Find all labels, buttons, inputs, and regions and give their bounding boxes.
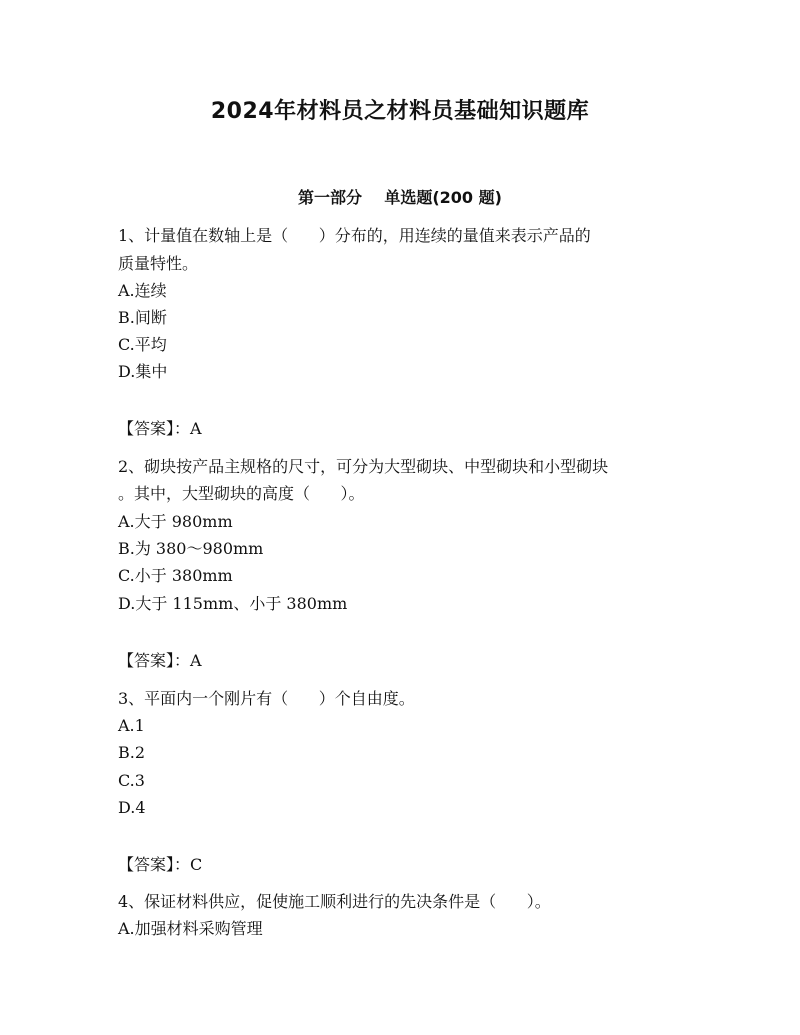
question-4-stem-line-1: 4、保证材料供应，促使施工顺利进行的先决条件是（ ）。 <box>118 892 551 911</box>
question-1-option-a: A.连续 <box>118 281 167 300</box>
question-3-option-a: A.1 <box>118 716 145 735</box>
question-1-option-b: B.间断 <box>118 308 167 327</box>
question-3-option-c: C.3 <box>118 771 145 790</box>
question-3-option-b: B.2 <box>118 743 146 762</box>
question-3-answer <box>118 852 202 875</box>
section-heading: 第一部分 单选题(200 题) <box>298 188 502 207</box>
question-1-option-d: D.集中 <box>118 362 168 381</box>
question-2-option-c: C.小于 380mm <box>118 566 233 585</box>
question-2-stem-line-2: 。其中，大型砌块的高度（ ）。 <box>118 484 365 503</box>
question-2-stem-line-1: 2、砌块按产品主规格的尺寸，可分为大型砌块、中型砌块和小型砌块 <box>118 457 609 476</box>
question-2-answer <box>118 648 202 671</box>
question-1-stem-line-2: 质量特性。 <box>118 254 199 273</box>
answer-value: C <box>190 855 203 874</box>
answer-prefix: 【答案】： <box>118 419 191 438</box>
question-2-option-d: D.大于 115mm、小于 380mm <box>118 594 348 613</box>
answer-prefix: 【答案】： <box>118 651 191 670</box>
answer-value: A <box>190 651 202 670</box>
question-1-stem-line-1: 1、计量值在数轴上是（ ）分布的，用连续的量值来表示产品的 <box>118 226 591 245</box>
question-2-option-b: B.为 380～980mm <box>118 539 264 558</box>
question-1-option-c: C.平均 <box>118 335 167 354</box>
question-4-option-a: A.加强材料采购管理 <box>118 919 263 938</box>
question-1-answer <box>118 416 202 439</box>
document-title: 2024年材料员之材料员基础知识题库 <box>210 99 590 124</box>
question-2-option-a: A.大于 980mm <box>118 512 233 531</box>
question-3-stem-line-1: 3、平面内一个刚片有（ ）个自由度。 <box>118 689 415 708</box>
answer-prefix: 【答案】： <box>118 855 191 874</box>
answer-value: A <box>190 419 202 438</box>
question-3-option-d: D.4 <box>118 798 146 817</box>
